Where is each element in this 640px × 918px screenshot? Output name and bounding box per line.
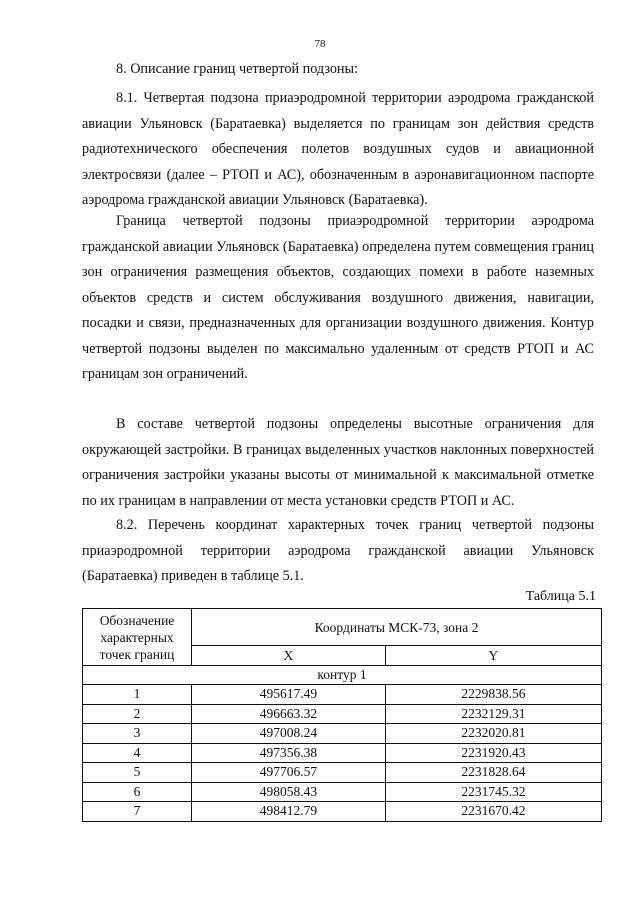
coord-y: 2229838.56 (385, 685, 601, 705)
point-number: 2 (83, 704, 192, 724)
point-number: 4 (83, 743, 192, 763)
header-coordinates: Координаты МСК-73, зона 2 (192, 609, 602, 646)
paragraph-boundary: Граница четвертой подзоны приаэродромной территории аэродрома гражданской авиации Ульяновск (Баратаевка) определена путем совмещения границ зон ограничения размещения объектов, создающих помехи в работе наземных объектов средств и систем обслуживания воздушного движения, навигации, посадки и связи, предназначенных для организации воздушного движения. Контур четвертой подзоны выделен по максимально удаленным от средств РТОП и АС границам зон ограничений. (82, 213, 594, 382)
section-heading: 8. Описание границ четвертой подзоны: (116, 61, 358, 77)
table-row (83, 743, 602, 763)
coord-y: 2232020.81 (385, 724, 601, 744)
paragraph-8-1: 8.1. Четвертая подзона приаэродромной территории аэродрома гражданской авиации Ульяновск (Баратаевка) выделяется по границам зон действия средств радиотехнического обеспечения полетов воздушных судов и авиационной электросвязи (далее – РТОП и АС), обозначенным в аэронавигационном паспорте аэродрома гражданской авиации Ульяновск (Баратаевка). (82, 90, 594, 208)
paragraph-8-2: 8.2. Перечень координат характерных точек границ четвертой подзоны приаэродромной территории аэродрома гражданской авиации Ульяновск (Баратаевка) приведен в таблице 5.1. (82, 517, 594, 584)
coord-x: 496663.32 (192, 704, 386, 724)
table-row (83, 802, 602, 822)
table-row (83, 782, 602, 802)
header-x: X (192, 646, 386, 666)
coord-x: 495617.49 (192, 685, 386, 705)
coord-y: 2231828.64 (385, 763, 601, 783)
page-number: 78 (314, 38, 326, 50)
coordinates-table (82, 608, 602, 822)
coord-y: 2231920.43 (385, 743, 601, 763)
point-number: 1 (83, 685, 192, 705)
coord-y: 2231745.32 (385, 782, 601, 802)
coord-x: 497706.57 (192, 763, 386, 783)
table-caption: Таблица 5.1 (525, 589, 596, 604)
table-row (83, 763, 602, 783)
point-number: 7 (83, 802, 192, 822)
paragraph-height-limits: В составе четвертой подзоны определены высотные ограничения для окружающей застройки. В границах выделенных участков наклонных поверхностей ограничения застройки указаны высоты от минимальной к максимальной отметке по их границам в направлении от места установки средств РТОП и АС. (82, 416, 594, 509)
coord-x: 498412.79 (192, 802, 386, 822)
header-point-name: Обозначение характерных точек границ (83, 609, 192, 666)
coord-y: 2231670.42 (385, 802, 601, 822)
coord-x: 497008.24 (192, 724, 386, 744)
point-number: 6 (83, 782, 192, 802)
table-row (83, 724, 602, 744)
table-row (83, 685, 602, 705)
table-row (83, 704, 602, 724)
coord-y: 2232129.31 (385, 704, 601, 724)
contour-label: контур 1 (83, 666, 602, 685)
header-y: Y (385, 646, 601, 666)
point-number: 3 (83, 724, 192, 744)
coord-x: 498058.43 (192, 782, 386, 802)
point-number: 5 (83, 763, 192, 783)
coord-x: 497356.38 (192, 743, 386, 763)
